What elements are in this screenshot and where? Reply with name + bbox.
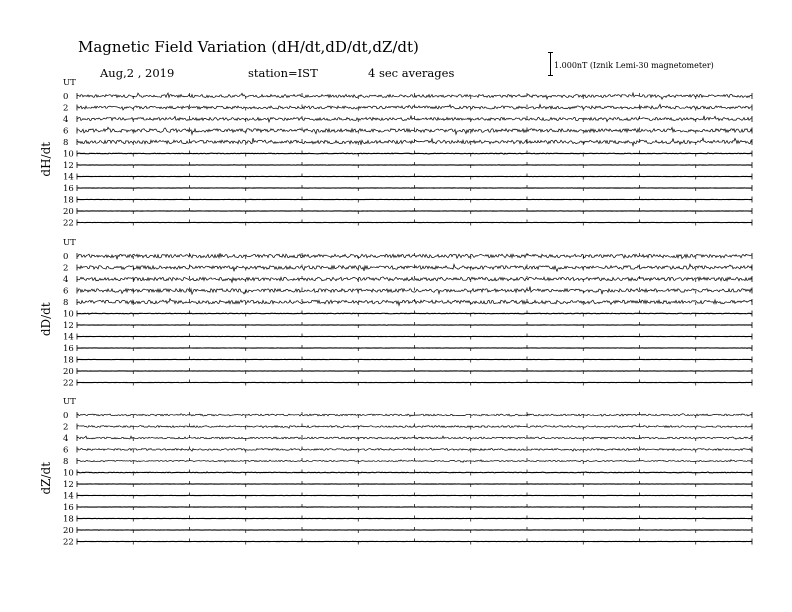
row-label: 20	[63, 526, 74, 536]
row-label: 18	[63, 355, 74, 366]
row-label: 22	[63, 218, 74, 229]
row-label: 2	[63, 103, 69, 114]
row-label: 2	[63, 422, 69, 433]
row-label: 4	[63, 115, 69, 125]
ut-label: UT	[63, 78, 76, 88]
row-label: 14	[63, 491, 74, 502]
date-label: Aug,2 , 2019	[100, 66, 175, 80]
chart-title: Magnetic Field Variation (dH/dt,dD/dt,dZ/dt)	[78, 38, 419, 56]
row-label: 0	[63, 411, 69, 421]
station-label: station=IST	[248, 66, 318, 80]
row-label: 6	[63, 286, 69, 297]
panel-dZ-dt	[39, 397, 752, 548]
ut-label: UT	[63, 397, 76, 407]
row-label: 14	[63, 332, 74, 343]
row-label: 18	[63, 195, 74, 206]
row-label: 16	[63, 503, 74, 513]
row-label: 18	[63, 514, 74, 525]
row-label: 8	[63, 457, 69, 467]
row-label: 16	[63, 344, 74, 354]
scale-label: 1.000nT (Iznik Lemi-30 magnetometer)	[554, 61, 714, 70]
averaging-label: 4 sec averages	[368, 66, 455, 80]
row-label: 10	[63, 309, 74, 320]
panel-dD-dt	[39, 238, 752, 389]
row-label: 6	[63, 126, 69, 137]
row-label: 4	[63, 275, 69, 285]
row-label: 14	[63, 172, 74, 183]
y-axis-label: dH/dt	[39, 141, 53, 177]
row-label: 12	[63, 161, 74, 171]
row-label: 4	[63, 434, 69, 444]
row-label: 6	[63, 445, 69, 456]
row-label: 22	[63, 378, 74, 389]
y-axis-label: dD/dt	[39, 302, 53, 337]
row-label: 22	[63, 537, 74, 548]
row-label: 0	[63, 92, 69, 102]
row-label: 8	[63, 298, 69, 308]
row-label: 16	[63, 184, 74, 194]
row-label: 20	[63, 367, 74, 377]
row-label: 0	[63, 252, 69, 262]
row-label: 2	[63, 263, 69, 274]
row-label: 8	[63, 138, 69, 148]
row-label: 10	[63, 468, 74, 479]
row-label: 20	[63, 207, 74, 217]
row-label: 12	[63, 480, 74, 490]
ut-label: UT	[63, 238, 76, 248]
row-label: 12	[63, 321, 74, 331]
row-label: 10	[63, 149, 74, 160]
y-axis-label: dZ/dt	[39, 461, 53, 495]
panel-dH-dt	[39, 78, 752, 229]
